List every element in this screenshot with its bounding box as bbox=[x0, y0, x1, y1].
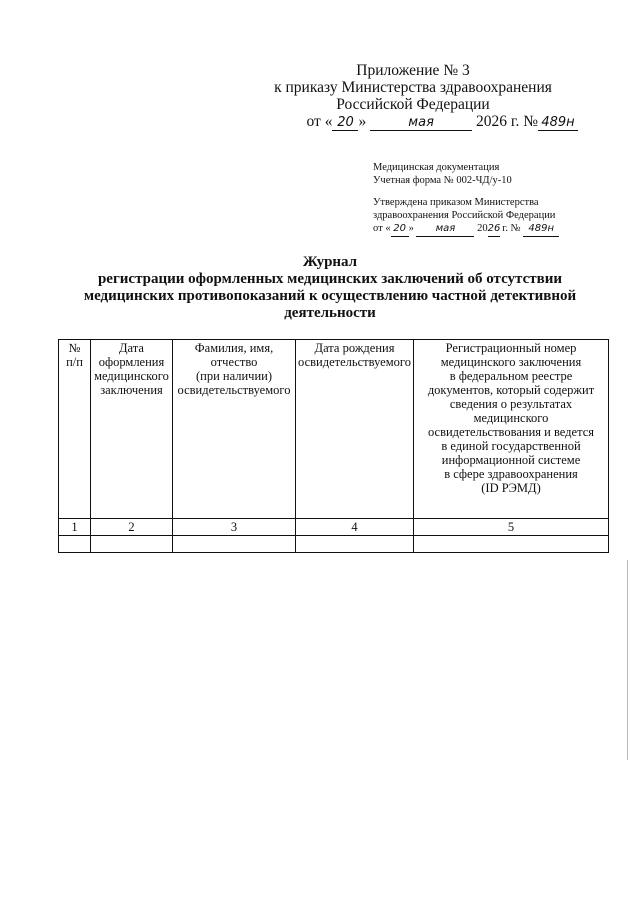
table-header-row bbox=[59, 340, 609, 519]
meta-day: 20 bbox=[391, 222, 409, 237]
header-text-line: Дата bbox=[119, 341, 144, 355]
column-number-cell: 3 bbox=[173, 519, 296, 536]
header-text-line: медицинского bbox=[94, 369, 169, 383]
meta-sep: » bbox=[408, 223, 414, 234]
header-text-line: п/п bbox=[66, 355, 83, 369]
header-cell-name bbox=[173, 340, 296, 519]
header-text-line: в единой государственной bbox=[441, 439, 581, 453]
header-text-line: в сфере здравоохранения bbox=[444, 467, 578, 481]
appendix-block bbox=[248, 62, 578, 131]
header-text-line: оформления bbox=[98, 355, 165, 369]
journal-title bbox=[40, 254, 620, 322]
header-text-line: сведения о результатах bbox=[449, 397, 573, 411]
column-number-cell: 4 bbox=[296, 519, 414, 536]
header-text-line: освидетельствуемого bbox=[177, 383, 291, 397]
column-number-cell: 2 bbox=[91, 519, 173, 536]
order-day: 20 bbox=[332, 116, 358, 131]
header-text-line: Регистрационный номер bbox=[445, 341, 577, 355]
form-number: Учетная форма № 002-ЧД/у-10 bbox=[373, 174, 512, 186]
header-text-line: медицинского заключения bbox=[440, 355, 582, 369]
header-text-line: Фамилия, имя, bbox=[194, 341, 274, 355]
order-prefix: от « bbox=[306, 113, 333, 130]
empty-cell bbox=[173, 536, 296, 553]
meta-year-suffix: г. № bbox=[502, 223, 521, 234]
form-meta-block bbox=[373, 162, 559, 237]
title-line-2: регистрации оформленных медицинских заключений об отсутствии bbox=[97, 271, 563, 287]
order-line bbox=[248, 113, 578, 131]
header-text-line: документов, который содержит bbox=[427, 383, 595, 397]
header-cell-date bbox=[91, 340, 173, 519]
header-text-line: медицинского bbox=[473, 411, 549, 425]
header-text-line: освидетельствуемого bbox=[298, 355, 411, 369]
header-text-line: (при наличии) bbox=[195, 369, 273, 383]
meta-number: 489н bbox=[523, 222, 559, 237]
header-text-line: информационной системе bbox=[441, 453, 581, 467]
header-text-line: № bbox=[68, 341, 81, 355]
order-year: 2026 г. № bbox=[475, 113, 538, 130]
meta-year-prefix: 20 bbox=[477, 223, 488, 234]
journal-table bbox=[58, 339, 609, 553]
doc-type: Медицинская документация bbox=[373, 162, 500, 173]
column-number-cell: 1 bbox=[59, 519, 91, 536]
meta-date-prefix: от « bbox=[373, 223, 391, 234]
header-text-line: (ID РЭМД) bbox=[481, 481, 541, 495]
approved-date-line bbox=[373, 222, 559, 237]
approved-line-2: здравоохранения Российской Федерации bbox=[373, 209, 556, 221]
appendix-title: Приложение № 3 bbox=[356, 62, 470, 79]
title-line-4: деятельности bbox=[284, 305, 376, 321]
title-line-3: медицинских противопоказаний к осуществлению частной детективной bbox=[83, 288, 577, 304]
approved-line-1: Утверждена приказом Министерства bbox=[373, 197, 539, 208]
empty-entry-row bbox=[59, 536, 609, 553]
empty-cell bbox=[414, 536, 609, 553]
appendix-line-2: к приказу Министерства здравоохранения bbox=[274, 79, 552, 96]
title-line-1: Журнал bbox=[302, 254, 358, 270]
header-text-line: отчество bbox=[210, 355, 258, 369]
order-number: 489н bbox=[538, 116, 578, 131]
header-cell-birthdate bbox=[296, 340, 414, 519]
header-cell-reg-number bbox=[414, 340, 609, 519]
header-cell-number bbox=[59, 340, 91, 519]
header-text-line: освидетельствования и ведется bbox=[427, 425, 595, 439]
header-text-line: Дата рождения bbox=[314, 341, 395, 355]
order-sep: » bbox=[358, 113, 367, 130]
meta-year: 26 bbox=[488, 222, 500, 237]
scan-edge-mark bbox=[627, 560, 628, 760]
header-text-line: в федеральном реестре bbox=[449, 369, 573, 383]
column-number-row bbox=[59, 519, 609, 536]
empty-cell bbox=[59, 536, 91, 553]
empty-cell bbox=[91, 536, 173, 553]
meta-month: мая bbox=[416, 222, 474, 237]
header-text-line: заключения bbox=[100, 383, 163, 397]
empty-cell bbox=[296, 536, 414, 553]
appendix-line-3: Российской Федерации bbox=[336, 96, 490, 113]
column-number-cell: 5 bbox=[414, 519, 609, 536]
order-month: мая bbox=[370, 116, 472, 131]
